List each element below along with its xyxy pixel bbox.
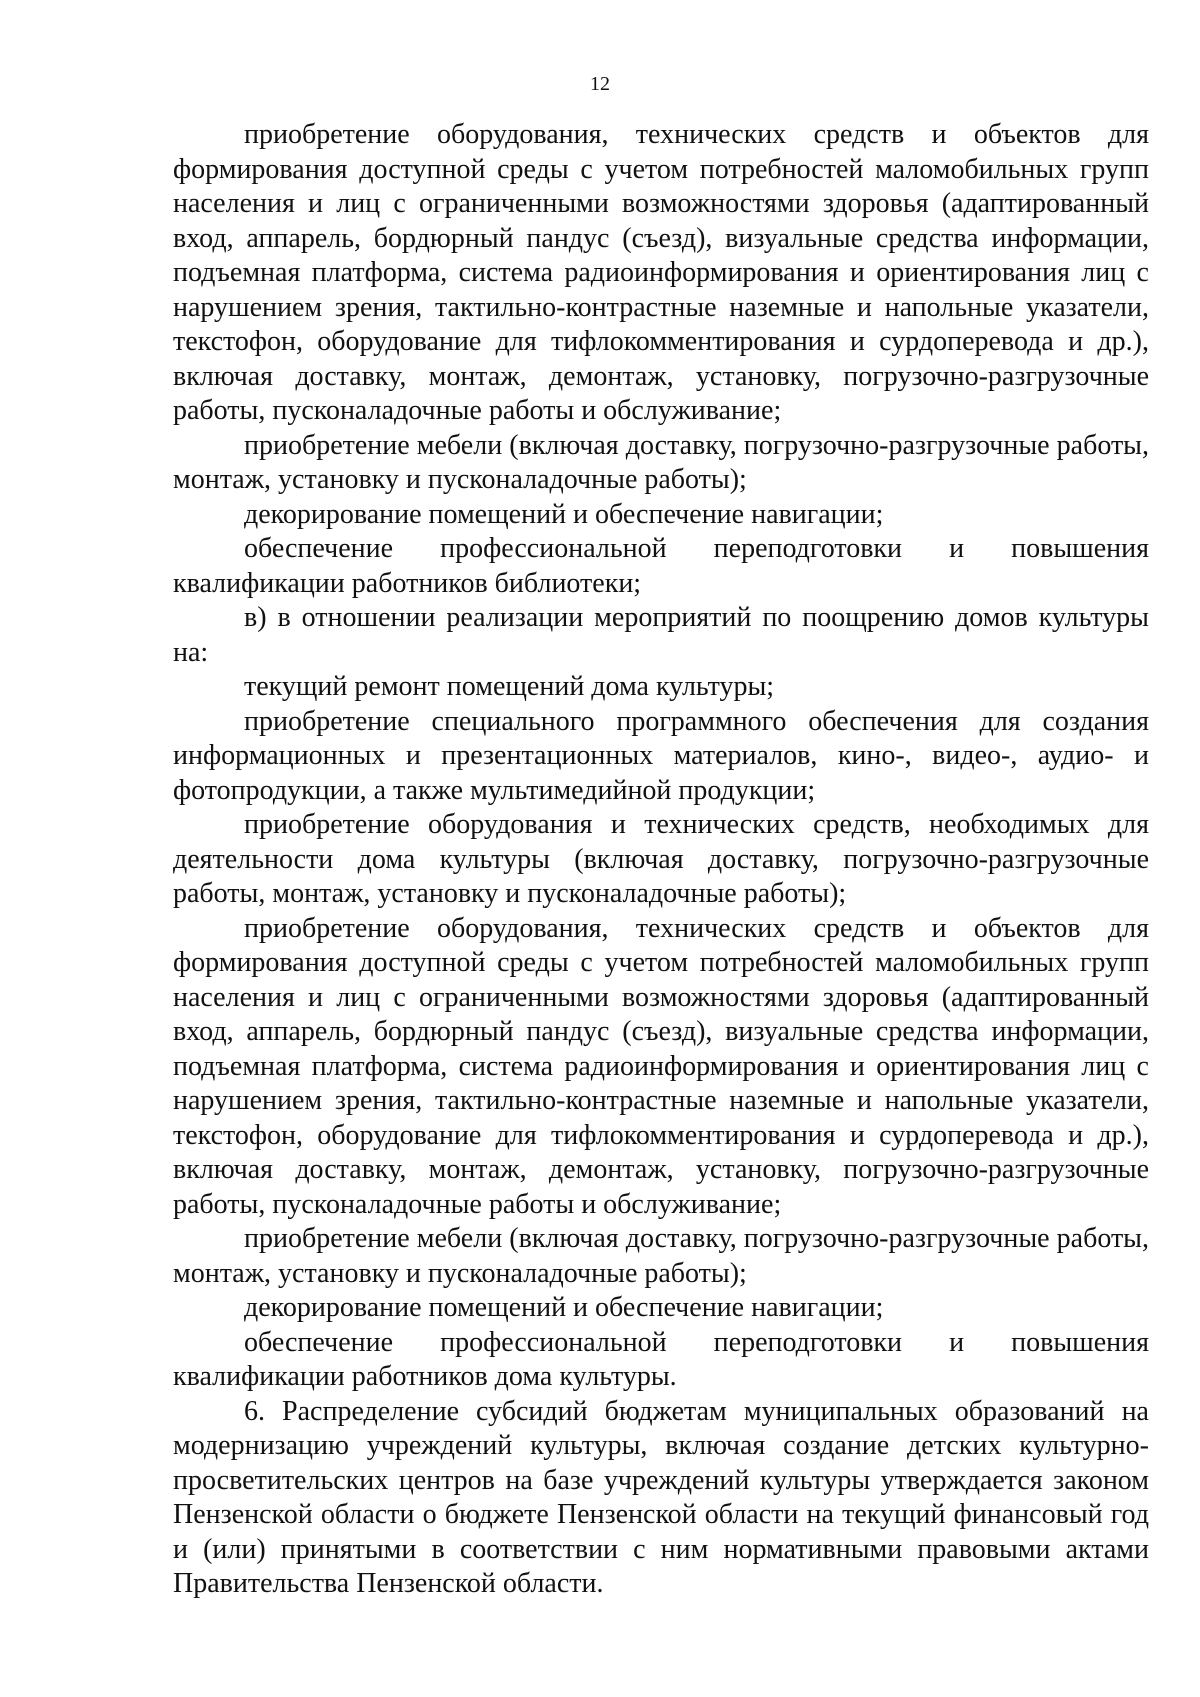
paragraph-equipment-house-of-culture: приобретение оборудования и технических средств, необходимых для деятельности дома культуры (включая доставку, погрузочно-разгрузочные работы, монтаж, установку и пусконаладочные работы);: [173, 809, 1149, 909]
page-number: 12: [590, 73, 610, 95]
paragraph-decoration-library: декорирование помещений и обеспечение навигации;: [244, 498, 884, 530]
paragraph-training-library: обеспечение профессиональной переподготовки и повышения квалификации работников библиотеки;: [173, 533, 1149, 599]
paragraph-section-v-heading: в) в отношении реализации мероприятий по поощрению домов культуры на:: [173, 602, 1149, 668]
paragraph-accessible-equipment-house-of-culture: приобретение оборудования, технических средств и объектов для формирования доступной среды с учетом потребностей маломобильных групп населения и лиц с ограниченными возможностями здоровья (адаптированный вход, аппарель, бордюрный пандус (съезд), визуальные средства информации, подъемная платформа, система радиоинформирования и ориентирования лиц с нарушением зрения, тактильно-контрастные наземные и напольные указатели, текстофон, оборудование для тифлокомментирования и сурдоперевода и др.), включая доставку, монтаж, демонтаж, установку, погрузочно-разгрузочные работы, пусконаладочные работы и обслуживание;: [173, 912, 1149, 1220]
paragraph-accessible-equipment-library: приобретение оборудования, технических средств и объектов для формирования доступной среды с учетом потребностей маломобильных групп населения и лиц с ограниченными возможностями здоровья (адаптированный вход, аппарель, бордюрный пандус (съезд), визуальные средства информации, подъемная платформа, система радиоинформирования и ориентирования лиц с нарушением зрения, тактильно-контрастные наземные и напольные указатели, текстофон, оборудование для тифлокомментирования и сурдоперевода и др.), включая доставку, монтаж, демонтаж, установку, погрузочно-разгрузочные работы, пусконаладочные работы и обслуживание;: [173, 119, 1149, 426]
paragraph-furniture-house-of-culture: приобретение мебели (включая доставку, погрузочно-разгрузочные работы, монтаж, установку и пусконаладочные работы);: [173, 1223, 1149, 1289]
paragraph-training-house-of-culture: обеспечение профессиональной переподготовки и повышения квалификации работников дома культуры.: [173, 1326, 1149, 1392]
document-body: [173, 118, 1149, 1602]
paragraph-decoration-house-of-culture: декорирование помещений и обеспечение навигации;: [244, 1292, 884, 1323]
paragraph-current-repair: текущий ремонт помещений дома культуры;: [244, 671, 775, 702]
paragraph-furniture-library: приобретение мебели (включая доставку, погрузочно-разгрузочные работы, монтаж, установку и пусконаладочные работы);: [173, 429, 1149, 495]
paragraph-item-6: 6. Распределение субсидий бюджетам муниципальных образований на модернизацию учреждений культуры, включая создание детских культурно-просветительских центров на базе учреждений культуры утверждается законом Пензенской области о бюджете Пензенской области на текущий финансовый год и (или) принятыми в соответствии с ним нормативными правовыми актами Правительства Пензенской области.: [173, 1395, 1149, 1599]
paragraph-software: приобретение специального программного обеспечения для создания информационных и презентационных материалов, кино-, видео-, аудио- и фотопродукции, а также мультимедийной продукции;: [173, 705, 1149, 806]
